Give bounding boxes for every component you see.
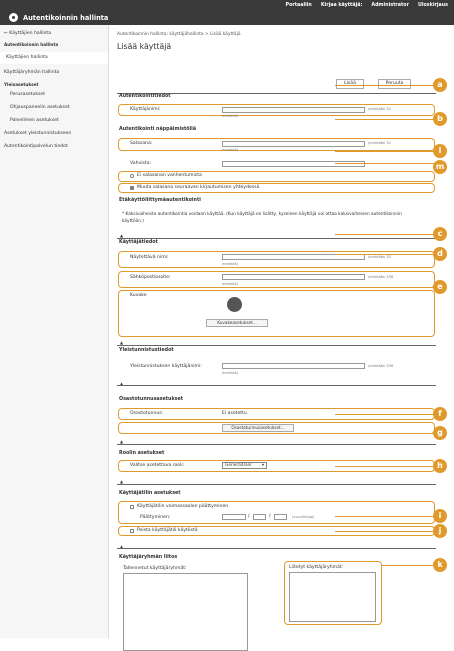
callout-line <box>335 151 440 152</box>
password-subhint: merkkiä) <box>222 148 238 152</box>
sidebar-item-basic[interactable]: Perusasetukset <box>10 92 46 97</box>
username-input[interactable] <box>222 107 365 113</box>
callout-line <box>335 531 440 532</box>
breadcrumb: Autentikoinnin hallinta: käyttäjähallinta > Lisää käyttäjä <box>117 32 241 37</box>
section-divider <box>117 238 436 239</box>
account-section-title: Käyttäjätilin asetukset <box>119 491 181 496</box>
callout-badge-g: g <box>433 426 447 440</box>
callout-line <box>335 119 440 120</box>
expiry-hint: (vvvv/kk/pp) <box>292 515 315 519</box>
gear-icon <box>9 13 18 22</box>
callout-badge-f: f <box>433 407 447 421</box>
expiry-checkbox[interactable] <box>130 505 134 509</box>
role-section-title: Roolin asetukset <box>119 451 165 456</box>
dept-section-title: Osastotunnusasetukset <box>119 397 184 402</box>
password-input[interactable] <box>222 141 365 147</box>
display-name-subhint: merkkiä) <box>222 262 238 266</box>
dept-label: Osastotunnus: <box>130 411 164 416</box>
main-content <box>109 25 454 638</box>
dept-settings-button[interactable]: Osastotunnusasetukset... <box>222 424 294 432</box>
top-nav <box>286 3 448 8</box>
page-title: Lisää käyttäjä <box>117 42 172 51</box>
userinfo-section-title: Käyttäjätiedot <box>119 240 158 245</box>
callout-line <box>335 287 440 288</box>
sidebar-item-server[interactable]: Palvelimen asetukset <box>10 118 59 123</box>
app-brand <box>9 13 108 22</box>
sidebar-heading-auth: Autentikoinnin hallinta <box>4 42 59 47</box>
no-expire-radio[interactable] <box>130 174 134 178</box>
expiry-month-input[interactable] <box>253 514 266 520</box>
confirm-label: Vahvista: <box>130 161 152 166</box>
shared-username-subhint: merkkiä) <box>222 371 238 375</box>
callout-badge-b: b <box>433 112 447 126</box>
callout-line <box>335 466 440 467</box>
email-label: Sähköpostiosoite: <box>130 275 171 280</box>
username-subhint: merkkiä) <box>222 114 238 118</box>
logout-link[interactable]: Uloskirjaus <box>417 3 448 8</box>
callout-line <box>335 234 440 235</box>
change-password-checkbox[interactable] <box>130 186 134 190</box>
assigned-groups-label: Liitetyt käyttäjäryhmät: <box>289 565 344 570</box>
date-separator: / <box>248 514 250 519</box>
expiry-year-input[interactable] <box>222 514 246 520</box>
app-title: Autentikoinnin hallinta <box>23 13 109 22</box>
password-hint: (enintään 32 <box>368 141 391 145</box>
section-divider <box>117 548 436 549</box>
section-divider <box>117 484 436 485</box>
shared-username-hint: (enintään 256 <box>368 364 394 368</box>
shared-auth-section-title: Yleistunnistustiedot <box>119 348 174 353</box>
confirm-input[interactable] <box>222 161 365 167</box>
avatar <box>227 297 242 312</box>
username-label: Käyttäjänimi: <box>130 107 161 112</box>
dept-value: Ei asetettu <box>222 411 247 416</box>
callout-badge-j: j <box>433 524 447 538</box>
callout-line <box>335 85 440 86</box>
assigned-groups-list[interactable] <box>289 572 376 622</box>
disable-account-checkbox[interactable] <box>130 529 134 533</box>
email-input[interactable] <box>222 274 365 280</box>
sidebar-item-groups[interactable]: Käyttäjäryhmän hallinta <box>4 70 60 75</box>
no-expire-label: Ei salasanan vanhentumista <box>137 173 202 178</box>
sidebar-item-service-info[interactable]: Autentikointipalvelun tiedot <box>4 144 68 149</box>
callout-frame-e <box>118 290 435 337</box>
collapse-icon[interactable]: ▲ <box>120 340 124 345</box>
twofactor-section-title: Etäkäyttöliittymäautentikointi <box>119 198 201 203</box>
date-separator: / <box>269 514 271 519</box>
callout-line <box>335 516 440 517</box>
section-divider <box>117 385 436 386</box>
collapse-icon[interactable]: ▲ <box>120 479 124 484</box>
sidebar-heading-general: Yleisasetukset <box>4 82 39 87</box>
role-label: Valitse asetettava rooli: <box>130 463 185 468</box>
change-password-label: Muuta salasana seuraavan kirjautumisen yhteydessä <box>137 185 260 190</box>
callout-badge-d: d <box>433 247 447 261</box>
role-select-value: GeneralUser <box>225 463 252 468</box>
shared-username-input[interactable] <box>222 363 365 369</box>
sidebar-item-users[interactable]: Käyttäjien hallinta <box>0 52 108 64</box>
callout-line <box>335 254 440 255</box>
sidebar <box>0 25 109 638</box>
callout-badge-c: c <box>433 227 447 241</box>
callout-line <box>382 565 440 566</box>
portal-link[interactable]: Portaaliin <box>285 3 312 8</box>
callout-badge-a: a <box>433 78 447 92</box>
expiry-check-label: Käyttäjätilin voimassaolon päättyminen <box>137 504 229 509</box>
cancel-button[interactable]: Peruuta <box>378 79 411 89</box>
shared-username-label: Yleistunnistuksen käyttäjänimi: <box>130 364 202 369</box>
auth-section-title: Autentikointitiedot <box>119 94 171 99</box>
chevron-down-icon: ▾ <box>261 463 264 468</box>
collapse-icon[interactable]: ▲ <box>120 381 124 386</box>
password-label: Salasana: <box>130 141 153 146</box>
collapse-icon[interactable]: ▲ <box>120 544 124 549</box>
username-hint: (enintään 32 <box>368 107 391 111</box>
login-user-name: Administrator <box>371 3 409 8</box>
sidebar-item-back[interactable]: ← Käyttäjien hallinta <box>4 31 52 36</box>
collapse-icon[interactable]: ▲ <box>120 233 124 238</box>
expiry-date-label: Päättyminen: <box>140 515 171 520</box>
disable-account-label: Poista käyttäjätili käytöstä <box>137 528 198 533</box>
add-button[interactable]: Lisää <box>336 79 364 89</box>
callout-line <box>335 163 440 164</box>
image-settings-button[interactable]: Kuvakeasetukset... <box>206 319 268 327</box>
section-divider <box>117 345 436 346</box>
callout-line <box>335 433 440 434</box>
top-bar <box>0 0 454 25</box>
email-hint: (enintään 256 <box>368 275 394 279</box>
callout-badge-k: k <box>433 558 447 572</box>
login-user-label: Kirjaa käyttäjä: <box>320 3 363 8</box>
role-select[interactable] <box>222 462 267 469</box>
registered-groups-list[interactable] <box>123 573 248 651</box>
section-divider <box>117 444 436 445</box>
expiry-day-input[interactable] <box>274 514 287 520</box>
keyboard-auth-title: Autentikointi näppäimistöllä <box>119 127 197 132</box>
display-name-hint: (enintään 32 <box>368 255 391 259</box>
image-label: Kuvake <box>130 293 147 298</box>
collapse-icon[interactable]: ▲ <box>120 439 124 444</box>
display-name-label: Näytettävä nimi: <box>130 255 169 260</box>
sidebar-item-panel[interactable]: Ohjauspaneelin asetukset <box>10 105 70 110</box>
callout-badge-l: l <box>433 144 447 158</box>
sidebar-item-shared-auth[interactable]: Asetukset yleistunnistukseen <box>4 131 72 136</box>
twofactor-note: * Kaksivaiheista autentikointia voidaan käyttää. (Kun käyttäjä on lisätty, kyseinen käyttäjä voi ottaa kaksivaiheisen autentikoinnin käyttöön.) <box>122 212 402 224</box>
callout-badge-i: i <box>433 509 447 523</box>
callout-badge-h: h <box>433 459 447 473</box>
callout-line <box>335 414 440 415</box>
groups-section-title: Käyttäjäryhmän liitos <box>119 555 178 560</box>
callout-badge-e: e <box>433 280 447 294</box>
email-subhint: merkkiä) <box>222 282 238 286</box>
callout-badge-m: m <box>433 160 447 174</box>
registered-groups-label: Tallennetut käyttäjäryhmät: <box>123 566 187 571</box>
